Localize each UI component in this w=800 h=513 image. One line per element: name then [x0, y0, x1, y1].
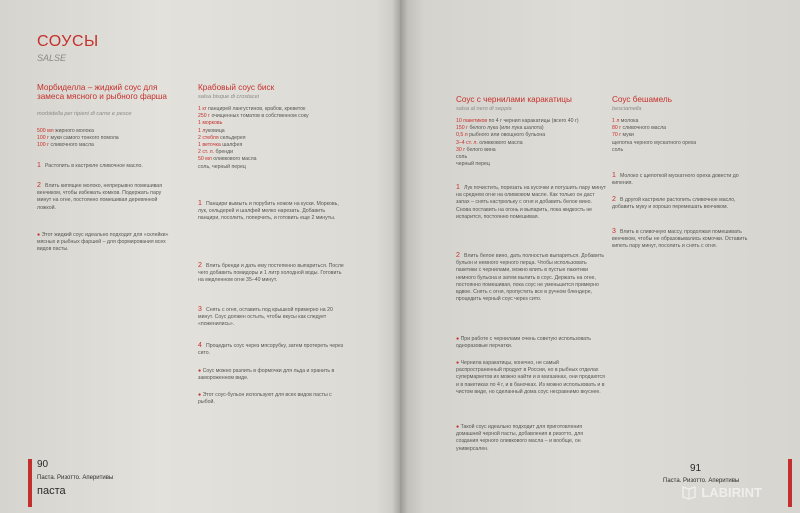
step-number: 1 [612, 172, 616, 179]
page-marker-bar [788, 459, 792, 507]
step-text: Влить кипящее молоко, непрерывно помешивая венчиком, чтобы избежать комков. Подержать пару минут на огне, постоянно помешивая деревянной ложкой. [37, 183, 162, 211]
ingredients-squid-ink [456, 118, 606, 168]
note-text: Чернила каракатицы, конечно, не самый распространенный продукт в России, но в рыбных отделах супермаркетов их можно найти и в магазинах, они продаются и в пакетиках по 4 г, и в баночках. Из можно использовать и в чистом виде, но сделанный дома соус несравнимо вкуснее. [456, 360, 605, 395]
ingredient: черный перец [456, 161, 490, 168]
step [198, 200, 348, 223]
ingredient: 1 л молока [612, 118, 639, 124]
footer-book-title: Паста. Ризотто. Аперитивы [663, 478, 740, 484]
note-text: Соус можно разлить в формочки для льда и хранить в замороженном виде. [198, 368, 335, 382]
ingredient: 2 стебля сельдерея [198, 134, 246, 141]
recipe-title-bisque: Крабовый соус биск [198, 83, 275, 92]
right-page [400, 0, 800, 513]
watermark-logo [681, 484, 762, 500]
step-text: Влить в сливочную массу, продолжая помешивать венчиком, чтобы не образовывались комочки. Оставить кипеть пару минут, посолить и снять с огня. [612, 229, 748, 250]
ingredient: соль, черный перец [198, 163, 246, 170]
recipe-title-squid-ink: Соус с чернилами каракатицы [456, 95, 572, 104]
note [456, 360, 606, 396]
recipe-subtitle-bisque: salsa bisque di crostacei [198, 94, 259, 100]
step-text: Молоко с щепоткой мускатного ореха довести до кипения. [612, 173, 739, 187]
step [37, 162, 177, 170]
ingredient: 1 луковица [198, 127, 225, 134]
ingredient: 80 г сливочного масла [612, 125, 667, 132]
note-text: Этот соус-бульон используют для всех видов пасты с рыбой. [198, 392, 332, 406]
step [198, 262, 348, 285]
ingredient: 500 мл жирного молока [37, 128, 94, 134]
note-text: Этот жидкий соус идеально подходит для «склейки» мясных и рыбных фаршей – для формирования всех видов пасты. [37, 232, 169, 253]
note-text: При работе с чернилами очень советую использовать одноразовые перчатки. [456, 336, 592, 350]
step-number: 2 [456, 252, 460, 259]
ingredient: 10 пакетиков по 4 г чернил каракатицы (всего 40 г) [456, 118, 579, 124]
step [612, 172, 752, 187]
ingredient: 1 веточка шалфея [198, 142, 243, 149]
step-number: 3 [612, 228, 616, 235]
ingredient: 2 ст. л. бренди [198, 149, 234, 156]
note [456, 336, 606, 350]
ingredient: щепотка черного мускатного ореха [612, 139, 697, 146]
step [198, 306, 348, 329]
step-text: В другой кастрюле растопить сливочное масло, добавить муку и хорошо перемешать венчиком. [612, 197, 736, 211]
ingredient: 50 мл оливкового масла [198, 156, 257, 163]
ingredient: 100 г муки самого тонкого помола [37, 135, 119, 142]
step-number: 3 [198, 306, 202, 313]
step-number: 2 [37, 182, 41, 189]
footer-book-title: Паста. Ризотто. Аперитивы [37, 475, 114, 481]
ingredient: 3–4 ст. л. оливкового масла [456, 139, 523, 146]
note [456, 424, 606, 453]
bullet-icon: ● [198, 392, 203, 398]
step-number: 1 [198, 200, 202, 207]
recipe-subtitle-morbidella: morbidella per ripieni di carne e pesce [37, 111, 132, 117]
step-text: Процедить соус через мясорубку, затем протереть через сито. [198, 343, 344, 357]
book-icon [681, 484, 697, 500]
ingredient: соль [612, 146, 624, 153]
step-text: Растопить в кастрюле сливочное масло. [45, 163, 143, 169]
page-marker-bar [28, 459, 32, 507]
section-subtitle: SALSE [37, 53, 67, 63]
book-gutter [392, 0, 408, 513]
step-text: Влить бренди и дать ему постепенно выпариться. После чего добавить помидоры и 1 литр холодной воды. Готовить на медленном огне 35–40 минут. [198, 263, 344, 284]
note [198, 392, 348, 406]
ingredient: 250 г очищенных томатов в собственном соку [198, 113, 309, 120]
step-text: Панцири вымыть и порубить ножом на куски. Морковь, лук, сельдерей и шалфей мелко нарезать. Добавить панцири, посолить, поперчить, и готовить еще 2 минуты. [198, 201, 339, 222]
logo-text: LABIRINT [701, 484, 762, 500]
step-number: 2 [198, 262, 202, 269]
step-text: Лук почистить, порезать на кусочки и потушить пару минут на среднем огне на оливковом масле. Как только он даст запах – снять кастрюльку с огня и добавить белое вино. Снова поставить на огонь и выпарить, пока жидкость не испарится, постоянно помешивая. [456, 185, 606, 220]
step [37, 182, 177, 212]
ingredients-bechamel [612, 118, 762, 154]
ingredient: 1 морковь [198, 120, 223, 127]
ingredient: 1 кг панцирей лангустинов, крабов, креветок [198, 106, 306, 112]
page-number: 90 [37, 459, 49, 470]
bullet-icon: ● [37, 232, 42, 238]
ingredient: 100 г сливочного масла [37, 142, 94, 149]
bullet-icon: ● [456, 336, 461, 342]
step-number: 2 [612, 196, 616, 203]
page-number: 91 [690, 463, 702, 474]
step-number: 1 [456, 184, 460, 191]
bullet-icon: ● [456, 424, 461, 430]
step-number: 4 [198, 342, 202, 349]
bullet-icon: ● [456, 360, 461, 366]
recipe-title-bechamel: Соус бешамель [612, 95, 672, 104]
ingredient: 70 г муки [612, 132, 634, 139]
ingredient: 150 г белого лука (или лука шалота) [456, 125, 544, 132]
step-number: 1 [37, 162, 41, 169]
bullet-icon: ● [198, 368, 203, 374]
ingredients-bisque [198, 106, 358, 171]
section-title: СОУСЫ [37, 33, 99, 50]
ingredients-morbidella [37, 128, 177, 150]
step [456, 184, 606, 221]
note-text: Такой соус идеально подходит для приготовления домашней черной пасты, добавления в ризотто, для создания черного оливкового масла – и вообще, он универсален. [456, 424, 584, 452]
note [37, 232, 177, 254]
step-text: Снять с огня, оставить под крышкой примерно на 20 минут. Соус должен остыть, чтобы вкусы как следует «поженились». [198, 307, 333, 328]
note [198, 368, 348, 382]
recipe-subtitle-squid-ink: salsa al nero di seppia [456, 106, 512, 112]
step [456, 252, 606, 303]
ingredient: соль [456, 154, 468, 161]
ingredient: 0,5 л рыбного или овощного бульона [456, 132, 546, 139]
ingredient: 30 г белого вина [456, 146, 496, 153]
recipe-subtitle-bechamel: besciamella [612, 106, 642, 112]
footer-chapter: паста [37, 485, 66, 497]
step-text: Влить белое вино, дать полностью выпариться. Добавить бульон и немного черного перца. Чтобы использовать пакетики с чернилами, можно влить в пустые пакетики немного бульона и затем вылить в соус. Держать на огне, постоянно помешивая, пока соус не уменьшится примерно вдвое. Снять с огня, пропустить все в ручном блендере, процедить черный соус через сито. [456, 253, 605, 303]
step [612, 196, 752, 211]
recipe-title-morbidella: Морбиделла – жидкий соус для замеса мясного и рыбного фарша [37, 83, 167, 102]
step [198, 342, 348, 357]
step [612, 228, 752, 251]
